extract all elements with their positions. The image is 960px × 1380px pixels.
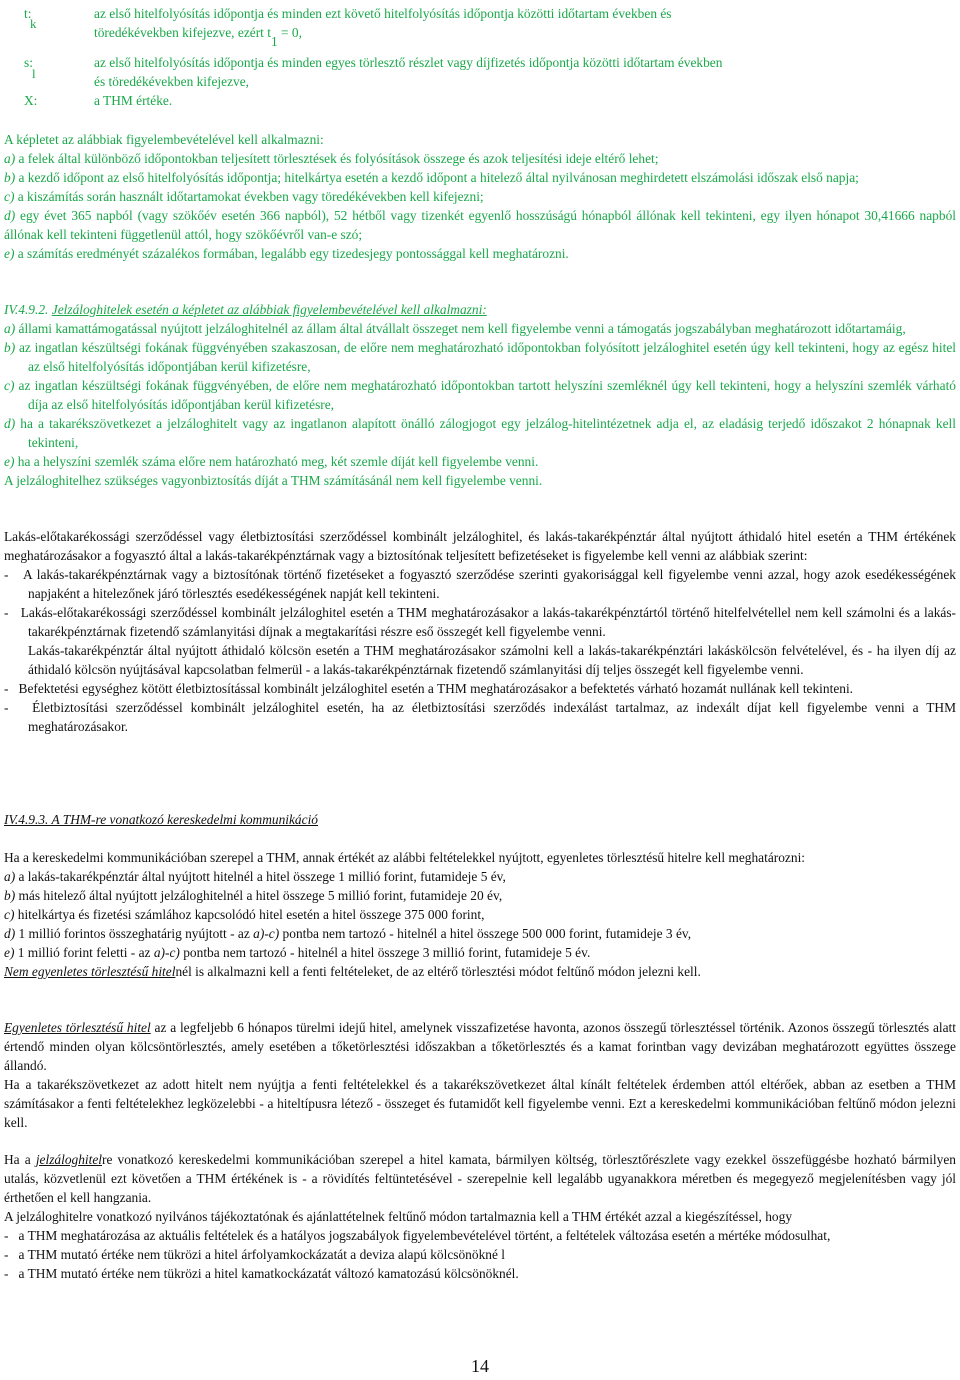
page-number: 14 [471, 1356, 489, 1376]
kk-item: a) a lakás-takarékpénztár által nyújtott hitelnél a hitel összege 1 millió forint, futamideje 5 év, [4, 869, 506, 884]
symbol-t: t [24, 6, 28, 21]
nonlinear-term: Nem egyenletes törlesztésű hitel [4, 964, 176, 979]
equal-installment-section: Egyenletes törlesztésű hitel az a legfeljebb 6 hónapos türelmi idejű hitel, amelynek visszafizetése havonta, azonos összegű törlesztéssel történik. Azonos összegű törlesztés alatt értendő minden olyan kölcsöntörlesztés, amely esetében a tőketörlesztési időszakban a tőketörlesztés és a kamat forintban vagy devizában meghatározott együttes összege állandó. Ha a takarékszövetkezet az adott hitelt nem nyújtja a fenti feltételekkel és a takarékszövetkezet által kínált feltételek érdemben attól eltérőek, abban az esetben a THM számításakor a fenti feltételekhez legközelebbi - a hiteltípusra létező - összeget és futamidőt kell figyelembe venni. Ezt a kereskedelmi kommunikációban feltűnő módon jelezni kell. [4, 1020, 956, 1130]
symbol-s: s [24, 55, 30, 70]
kk-item: b) más hitelező által nyújtott jelzáloghitelnél a hitel összege 5 millió forint, futamideje 20 év, [4, 888, 503, 903]
savings-bullet: - Életbiztosítási szerződéssel kombinált jelzáloghitel esetén, ha az életbiztosítási szerződés indexálást tartalmaz, az indexált díjat kell figyelembe venni a THM meghatározásakor. [4, 700, 956, 734]
mortgage-item: a) állami kamattámogatással nyújtott jelzáloghitelnél az állam által átvállalt összeget nem kell figyelembe venni a támogatás jogszabályban meghatározott időtartamáig, [4, 321, 906, 336]
rule-item: d) egy évet 365 napból (vagy szökőév esetén 366 napból), 52 hétből vagy tizenkét egyenlő hosszúságú hónapból állónak kell tekinteni, egy ilyen hónapot 30,41666 napból állónak kell tekinteni függetlenül attól, hogy szökőévről van-e szó; [4, 208, 956, 242]
rule-item: c) a kiszámítás során használt időtartamokat években vagy töredékévekben kell kifejezni; [4, 189, 484, 204]
mortgage-term: jelzáloghitel [35, 1152, 103, 1167]
mortgage-item: d) ha a takarékszövetkezet a jelzáloghitelt vagy az ingatlanon alapított önálló zálogjogot egy jelzálog-hitelintézetnek adja el, az eladásig terjedő időszakot 2 hónapnak kell tekinteni, [4, 416, 956, 450]
kk-item: e) 1 millió forint feletti - az a)-c) pontba nem tartozó - hitelnél a hitel összege 3 millió forint, futamideje 5 év. [4, 945, 591, 960]
section-492-heading: IV.4.9.2. Jelzáloghitelek esetén a képletet az alábbiak figyelembevételével kell alkalmazni: [4, 302, 487, 317]
rule-item: b) a kezdő időpont az első hitelfolyósítás időpontja; hitelkártya esetén a kezdő időpont a hitelező által nyilvánosan meghirdetett elszámolási időszak első napja; [4, 170, 859, 185]
savings-bullet: - Befektetési egységhez kötött életbiztosítással kombinált jelzáloghitel esetén a THM meghatározásakor a befektetés várható hozamát nullának kell tekinteni. [4, 681, 854, 696]
section-493-heading: IV.4.9.3. A THM-re vonatkozó kereskedelmi kommunikáció [4, 812, 318, 827]
mortgage-item: b) az ingatlan készültségi fokának függvényében szakaszosan, de előre nem meghatározható időpontokban folyósított jelzáloghitel esetén úgy kell tekinteni, hogy az egész hitel az első hitelfolyósítás időpontjában kerül kifizetésre, [4, 340, 956, 374]
symbol-sub-k: k [30, 16, 37, 31]
rule-item: e) a számítás eredményét százalékos formában, legalább egy tizedesjegy pontossággal kell meghatározni. [4, 246, 569, 261]
section-492 [4, 300, 956, 490]
mortgage-communication-section: Ha a jelzáloghitelre vonatkozó kereskedelmi kommunikációban szerepel a hitel kamata, bármilyen költség, törlesztőrészlete vagy ezekkel összefüggésbe hozható bármilyen utalás, közvetlenül ezt követően a THM értékének is - a rövidítés feltüntetésével - szerepelnie kell legalább ugyanakkora méretben és megegyező megjelenítésben vagy jól érthetően el kell hangzania. A jelzáloghitelre vonatkozó nyilvános tájékoztatónak és ajánlattételnek feltűnő módon tartalmaznia kell a THM értékét azzal a kiegészítéssel, hogy - a THM meghatározása az aktuális feltételek és a hatályos jogszabályok figyelembevételével történt, a feltételek változása esetén a mértéke módosulhat, - a THM mutató értéke nem tükrözi a hitel árfolyamkockázatát a deviza alapú kölcsönökné l - a THM mutató értéke nem tükrözi a hitel kamatkockázatát változó kamatozású kölcsönöknél. [4, 1152, 956, 1281]
equal-installment-term: Egyenletes törlesztésű hitel [4, 1020, 151, 1035]
section-492-closing: A jelzáloghitelhez szükséges vagyonbiztosítás díját a THM számításánál nem kell figyelembe venni. [4, 473, 543, 488]
formula-rules: A képletet az alábbiak figyelembevételével kell alkalmazni: a) a felek által különböző időpontokban teljesített törlesztések és folyósítások összege és azok teljesítési ideje eltérő lehet; b) a kezdő időpont az első hitelfolyósítás időpontja; hitelkártya esetén a kezdő időpont a hitelező által nyilvánosan meghirdetett elszámolási időszak első napja; c) a kiszámítás során használt időtartamokat években vagy töredékévekben kell kifejezni; d) egy évet 365 napból (vagy szökőév esetén 366 napból), 52 hétből vagy tizenkét egyenlő hosszúságú hónapból állónak kell tekinteni, egy ilyen hónapot 30,41666 napból állónak kell tekinteni függetlenül attól, hogy szökőévről van-e szó; e) a számítás eredményét százalékos formában, legalább egy tizedesjegy pontossággal kell meghatározni. [4, 132, 956, 261]
mortgage-item: c) az ingatlan készültségi fokának függvényében, de előre nem meghatározható időpontokban tartott helyszíni szemléknél úgy kell tekinteni, hogy a helyszíni szemlék várható díja az első hitelfolyósítás időpontjában kerül kifizetésre, [4, 378, 956, 412]
mortgage-bullet: - a THM meghatározása az aktuális feltételek és a hatályos jogszabályok figyelembevételével történt, a feltételek változása esetén a mértéke módosulhat, [4, 1228, 831, 1243]
mortgage-bullet: - a THM mutató értéke nem tükrözi a hitel árfolyamkockázatát a deviza alapú kölcsönökné l [4, 1247, 505, 1262]
savings-bullet: - Lakás-előtakarékossági szerződéssel kombinált jelzáloghitel esetén a THM meghatározásakor a lakás-takarékpénztártól történő hitelfelvétellel nem kell számolni és a lakás-takarékpénztárnak fizetendő számlanyitási díjnak a megtakarítási részre eső összegét kell figyelembe venni. [4, 605, 957, 639]
mortgage-bullet: - a THM mutató értéke nem tükrözi a hitel kamatkockázatát változó kamatozású kölcsönöknél. [4, 1266, 519, 1281]
document-page: t: k az első hitelfolyósítás időpontja és minden ezt követő hitelfolyósítás időpontja közötti időtartam években és töredékévekben kifejezve, ezért t1 = 0, s: l az első hitelfolyósítás időpontja és minden egyes törlesztő részlet vagy díjfizetés időpontja közötti időtartam években és töredékévekben kifejezve, X: a THM értéke. A képletet az alábbiak figyelembevételével kell alkalmazni: a) a felek által különböző időpontokban teljesített törlesztések és folyósítások összege és azok teljesítési ideje eltérő lehet; b) a kezdő időpont az első hitelfolyósítás időpontja; hitelkártya esetén a kezdő időpont a hitelező által nyilvánosan meghirdetett elszámolási időszak első napja; c) a kiszámítás során használt időtartamokat években vagy töredékévekben kell kifejezni; d) egy évet 365 napból (vagy szökőév esetén 366 napból), 52 hétből vagy tizenkét egyenlő hosszúságú hónapból állónak kell tekinteni, egy ilyen hónapot 30,41666 napból állónak kell tekinteni függetlenül attól, hogy szökőévről van-e szó; e) a számítás eredményét százalékos formában, legalább egy tizedesjegy pontossággal kell meghatározni. IV.4.9.2. Jelzáloghitelek esetén a képletet az alábbiak figyelembevételével kell alkalmazni: a) állami kamattámogatással nyújtott jelzáloghitelnél az állam által átvállalt összeget nem kell figyelembe venni a támogatás jogszabályban meghatározott időtartamáig, b) az ingatlan készültségi fokának függvényében szakaszosan, de előre nem meghatározható időpontokban folyósított jelzáloghitel esetén úgy kell tekinteni, hogy az egész hitel az első hitelfolyósítás időpontjában kerül kifizetésre, c) az ingatlan készültségi fokának függvényében, de előre nem meghatározható időpontokban tartott helyszíni szemléknél úgy kell tekinteni, hogy a helyszíni szemlék várható díja az első hitelfolyósítás időpontjában kerül kifizetésre, d) ha a takarékszövetkezet a jelzáloghitelt vagy az ingatlanon alapított önálló zálogjogot egy jelzálog-hitelintézetnek adja el, az eladásig terjedő időszakot 2 hónapnak kell tekinteni, e) ha a helyszíni szemlék száma előre nem határozható meg, két szemle díját kell figyelembe venni. A jelzáloghitelhez szükséges vagyonbiztosítás díját a THM számításánál nem kell figyelembe venni. Lakás-előtakarékossági szerződéssel vagy életbiztosítási szerződéssel kombinált jelzáloghitel, és lakás-takarékpénztár által nyújtott áthidaló hitel esetén a THM értékének meghatározásakor a fogyasztó által a lakás-takarékpénztárnak vagy a biztosítónak teljesített befizetéseket is figyelembe kell venni az alábbiak szerint: - A lakás-takarékpénztárnak vagy a biztosítónak történő fizetéseket a fogyasztó szerződése szerinti gyakorisággal kell figyelembe venni azzal, hogy azok esedékességének napjaként a hitelezőnek járó törlesztés esedékességének napját kell tekinteni. - Lakás-előtakarékossági szerződéssel kombinált jelzáloghitel esetén a THM meghatározásakor a lakás-takarékpénztártól történő hitelfelvétellel nem kell számolni és a lakás-takarékpénztárnak fizetendő számlanyitási díjnak a megtakarítási részre eső összegét kell figyelembe venni. Lakás-takarékpénztár által nyújtott áthidaló kölcsön esetén a THM meghatározásakor számolni kell a lakás-takarékpénztári lakáskölcsön felvételével, és - ha ilyen díj az áthidaló kölcsön nyújtásával kapcsolatban felmerül - a lakás-takarékpénztárnak fizetendő számlanyitási díj teljes összegét kell figyelembe venni. - Befektetési egységhez kötött életbiztosítással kombinált jelzáloghitel esetén a THM meghatározásakor a befektetés várható hozamát nullának kell tekinteni. - Életbiztosítási szerződéssel kombinált jelzáloghitel esetén, ha az életbiztosítási szerződés indexálást tartalmaz, az indexált díjat kell figyelembe venni a THM meghatározásakor. IV.4.9.3. A THM-re vonatkozó kereskedelmi kommunikáció Ha a kereskedelmi kommunikációban szerepel a THM, annak értékét az alábbi feltételekkel nyújtott, egyenletes törlesztésű hitelre kell meghatározni: a) a lakás-takarékpénztár által nyújtott hitelnél a hitel összege 1 millió forint, futamideje 5 év, b) más hitelező által nyújtott jelzáloghitelnél a hitel összege 5 millió forint, futamideje 20 év, c) hitelkártya és fizetési számlához kapcsolódó hitel esetén a hitel összege 375 000 forint, d) 1 millió forintos összeghatárig nyújtott - az a)-c) pontba nem tartozó - hitelnél a hitel összege 500 000 forint, futamideje 3 év, e) 1 millió forint feletti - az a)-c) pontba nem tartozó - hitelnél a hitel összege 3 millió forint, futamideje 5 év. Nem egyenletes törlesztésű hitelnél is alkalmazni kell a fenti feltételeket, de az eltérő törlesztési módot feltűnő módon jelezni kell. Egyenletes törlesztésű hitel az a legfeljebb 6 hónapos türelmi idejű hitel, amelynek visszafizetése havonta, azonos összegű törlesztéssel történik. Azonos összegű törlesztés alatt értendő minden olyan kölcsöntörlesztés, amely esetében a tőketörlesztési időszakban a tőketörlesztés és a kamat forintban vagy devizában meghatározott együttes összege állandó. Ha a takarékszövetkezet az adott hitelt nem nyújtja a fenti feltételekkel és a takarékszövetkezet által kínált feltételek érdemben attól eltérőek, abban az esetben a THM számításakor a fenti feltételekhez legközelebbi - a hiteltípusra létező - összeget és futamidőt kell figyelembe venni. Ezt a kereskedelmi kommunikációban feltűnő módon jelezni kell. Ha a jelzáloghitelre vonatkozó kereskedelmi kommunikációban szerepel a hitel kamata, bármilyen költség, törlesztőrészlete vagy ezekkel összefüggésbe hozható bármilyen utalás, közvetlenül ezt követően a THM értékének is - a rövidítés feltüntetésével - szerepelnie kell legalább ugyanakkora méretben és megegyező megjelenítésben vagy jól érthetően el kell hangzania. A jelzáloghitelre vonatkozó nyilvános tájékoztatónak és ajánlattételnek feltűnő módon tartalmaznia kell a THM értékét azzal a kiegészítéssel, hogy - a THM meghatározása az aktuális feltételek és a hatályos jogszabályok figyelembevételével történt, a feltételek változása esetén a mértéke módosulhat, - a THM mutató értéke nem tükrözi a hitel árfolyamkockázatát a deviza alapú kölcsönökné l - a THM mutató értéke nem tükrözi a hitel kamatkockázatát változó kamatozású kölcsönöknél. 14 [0, 0, 960, 1380]
savings-bullet-extra: Lakás-takarékpénztár által nyújtott áthidaló kölcsön esetén a THM meghatározásakor számolni kell a lakás-takarékpénztári lakáskölcsön felvételével, és - ha ilyen díj az áthidaló kölcsön nyújtásával kapcsolatban felmerül - a lakás-takarékpénztárnak fizetendő számlanyitási díj teljes összegét kell figyelembe venni. [28, 643, 956, 677]
savings-bullet: - A lakás-takarékpénztárnak vagy a biztosítónak történő fizetéseket a fogyasztó szerződése szerinti gyakorisággal kell figyelembe venni azzal, hogy azok esedékességének napjaként a hitelezőnek járó törlesztés esedékességének napját kell tekinteni. [4, 567, 956, 601]
kk-item: d) 1 millió forintos összeghatárig nyújtott - az a)-c) pontba nem tartozó - hitelnél a hitel összege 500 000 forint, futamideje 3 év, [4, 926, 692, 941]
mortgage-item: e) ha a helyszíni szemlék száma előre nem határozható meg, két szemle díját kell figyelembe venni. [4, 454, 539, 469]
savings-section: Lakás-előtakarékossági szerződéssel vagy életbiztosítási szerződéssel kombinált jelzáloghitel, és lakás-takarékpénztár által nyújtott áthidaló hitel esetén a THM értékének meghatározásakor a fogyasztó által a lakás-takarékpénztárnak vagy a biztosítónak teljesített befizetéseket is figyelembe kell venni az alábbiak szerint: - A lakás-takarékpénztárnak vagy a biztosítónak történő fizetéseket a fogyasztó szerződése szerinti gyakorisággal kell figyelembe venni azzal, hogy azok esedékességének napjaként a hitelezőnek járó törlesztés esedékességének napját kell tekinteni. - Lakás-előtakarékossági szerződéssel kombinált jelzáloghitel esetén a THM meghatározásakor a lakás-takarékpénztártól történő hitelfelvétellel nem kell számolni és a lakás-takarékpénztárnak fizetendő számlanyitási díjnak a megtakarítási részre eső összegét kell figyelembe venni. Lakás-takarékpénztár által nyújtott áthidaló kölcsön esetén a THM meghatározásakor számolni kell a lakás-takarékpénztári lakáskölcsön felvételével, és - ha ilyen díj az áthidaló kölcsön nyújtásával kapcsolatban felmerül - a lakás-takarékpénztárnak fizetendő számlanyitási díj teljes összegét kell figyelembe venni. - Befektetési egységhez kötött életbiztosítással kombinált jelzáloghitel esetén a THM meghatározásakor a befektetés várható hozamát nullának kell tekinteni. - Életbiztosítási szerződéssel kombinált jelzáloghitel esetén, ha az életbiztosítási szerződés indexálást tartalmaz, az indexált díjat kell figyelembe venni a THM meghatározásakor. [4, 529, 957, 734]
symbol-sub-l: l [32, 66, 36, 81]
symbol-x: X [24, 93, 34, 108]
section-493: IV.4.9.3. A THM-re vonatkozó kereskedelmi kommunikáció Ha a kereskedelmi kommunikációban szerepel a THM, annak értékét az alábbi feltételekkel nyújtott, egyenletes törlesztésű hitelre kell meghatározni: a) a lakás-takarékpénztár által nyújtott hitelnél a hitel összege 1 millió forint, futamideje 5 év, b) más hitelező által nyújtott jelzáloghitelnél a hitel összege 5 millió forint, futamideje 20 év, c) hitelkártya és fizetési számlához kapcsolódó hitel esetén a hitel összege 375 000 forint, d) 1 millió forintos összeghatárig nyújtott - az a)-c) pontba nem tartozó - hitelnél a hitel összege 500 000 forint, futamideje 3 év, e) 1 millió forint feletti - az a)-c) pontba nem tartozó - hitelnél a hitel összege 3 millió forint, futamideje 5 év. Nem egyenletes törlesztésű hitelnél is alkalmazni kell a fenti feltételeket, de az eltérő törlesztési módot feltűnő módon jelezni kell. [4, 810, 956, 981]
kk-item: c) hitelkártya és fizetési számlához kapcsolódó hitel esetén a hitel összege 375 000 forint, [4, 907, 485, 922]
rule-item: a) a felek által különböző időpontokban teljesített törlesztések és folyósítások összege és azok teljesítési ideje eltérő lehet; [4, 151, 659, 166]
